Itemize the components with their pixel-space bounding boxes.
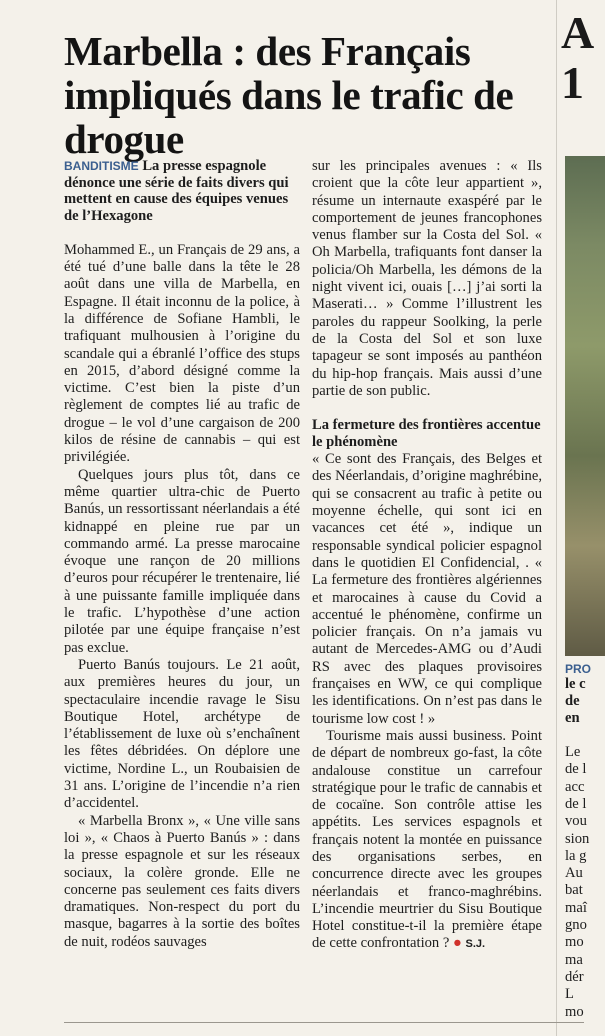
article-subhead: La fermeture des frontières accentue le phénomène: [312, 417, 541, 451]
article-lead: [64, 158, 300, 225]
side-bold-line: de: [565, 693, 580, 709]
side-text-line: mo: [565, 934, 584, 951]
side-text-line: bat: [565, 882, 583, 899]
paragraph-1: Mohammed E., un Français de 29 ans, a été tué d’une balle dans la tête le 28 août dans une villa de Marbella, en Espagne. Il était inconnu de la police, à la différence de Sofiane Hambli, le trafiquant mulhousien à l’origine du scandale qui a ébranlé l’office des stups en 2015, d’abord désigné comme la victime. C’est bien la piste d’un règlement de comptes lié au trafic de drogue – le vol d’une cargaison de 200 kilos de résine de cannabis – qui est privilégiée.: [64, 241, 300, 466]
adjacent-article-edge: [557, 0, 595, 1036]
side-text-line: la g: [565, 847, 587, 864]
side-text-line: Au: [565, 865, 583, 882]
article-lead-text: La presse espagnole dénonce une série de faits divers qui mettent en cause des équipes venues de l’Hexagone: [64, 158, 289, 225]
side-headline-letter-1: A: [561, 7, 595, 58]
article-kicker: BANDITISME: [64, 159, 139, 173]
side-text-line: mo: [565, 1003, 584, 1020]
paragraph-6: « Ce sont des Français, des Belges et des Néerlandais, d’origine maghrébine, qui se consacrent au trafic à petite ou moyenne échelle, qui sont ici en vacances cet été », indique un responsable syndical policier espagnol dans le quotidien El Confidencial, . « La fermeture des frontières algériennes et marocaines à cause du Covid a accentué le phénomène, confirme un policier français. On n’a jamais vu autant de Mercedes-AMG ou d’Audi RS avec des plaques provisoires françaises en WW, ce qui complique les identifications. On n’est pas dans le tourisme low cost ! »: [312, 451, 542, 727]
article-column-1: [64, 158, 300, 951]
side-text-line: maî: [565, 899, 587, 916]
bottom-rule: [64, 1022, 584, 1023]
side-text-line: acc: [565, 778, 585, 795]
side-text-line: gno: [565, 917, 587, 933]
side-kicker: PRO: [565, 662, 592, 676]
side-text-line: sion: [565, 830, 590, 847]
signature-dot: ●: [453, 935, 462, 952]
side-text-line: vou: [565, 813, 587, 830]
side-text-line: Le: [565, 744, 581, 760]
side-text-line: de l: [565, 761, 587, 778]
side-bold-line: en: [565, 710, 580, 726]
side-text-line: de l: [565, 795, 587, 812]
side-photo: [565, 156, 605, 656]
article-column-2: [312, 158, 542, 954]
article-headline: Marbella : des Français impliqués dans le trafic de drogue: [64, 28, 514, 163]
side-headline-letter-2: 1: [561, 57, 584, 108]
paragraph-2: Quelques jours plus tôt, dans ce même quartier ultra-chic de Puerto Banús, un ressortissant néerlandais a été kidnappé en pleine rue par un commando armé. La presse marocaine évoque une rançon de 20 millions d’euros pour récupérer le trentenaire, lié à une puissante famille impliquée dans le trafic. L’hypothèse d’une action pilotée par une équipe française n’est pas exclue.: [64, 466, 300, 656]
paragraph-4: « Marbella Bronx », « Une ville sans loi », « Chaos à Puerto Banús » : dans la presse espagnole et sur les réseaux sociaux, la colère gronde. Elle ne concerne pas seulement ces faits divers dramatiques. Non-respect du port du masque, bagarres à la sortie des boîtes de nuit, rodéos sauvages: [64, 812, 300, 950]
paragraph-7: [312, 728, 542, 954]
side-bold-line: le c: [565, 676, 586, 692]
side-text-line: ma: [565, 951, 583, 968]
paragraph-5: sur les principales avenues : « Ils croient que la côte leur appartient », résume un internaute exaspéré par le comportement de jeunes francophones venus flamber sur la Costa del Sol. « Oh Marbella, trafiquants font danser la policia/Oh Marbella, les démons de la night vivent ici, ouais […] j’ai sorti la Maserati… » Comme l’illustrent les paroles du rappeur Soolking, la perle de la Costa del Sol et son luxe tapageur se sont imposés au panthéon du hip-hop français. Mais aussi d’une partie de son public.: [312, 158, 542, 399]
paragraph-7-text: Tourisme mais aussi business. Point de départ de nombreux go-fast, la côte andalouse constitue un carrefour stratégique pour le trafic de cannabis et de cocaïne. Son contrôle attise les appétits. Les services espagnols et français notent la montée en puissance des organisations serbes, en concurrence directe avec les groupes néerlandais et franco-maghrébins. L’incendie meurtrier du Sisu Boutique Hotel constitue-t-il la première étape de cette confrontation ?: [312, 727, 542, 952]
side-text-line: L: [565, 986, 574, 1003]
article-signature: S.J.: [465, 938, 486, 951]
paragraph-3: Puerto Banús toujours. Le 21 août, aux premières heures du jour, un spectaculaire incendie ravage le Sisu Boutique Hotel, archétype de l’établissement de luxe où s’enchaînent les fêtes débridées. On déplore une victime, Nordine L., un Roubaisien de 31 ans. L’origine de l’incendie n’a rien d’accidentel.: [64, 656, 300, 812]
side-text-line: dér: [565, 968, 584, 985]
